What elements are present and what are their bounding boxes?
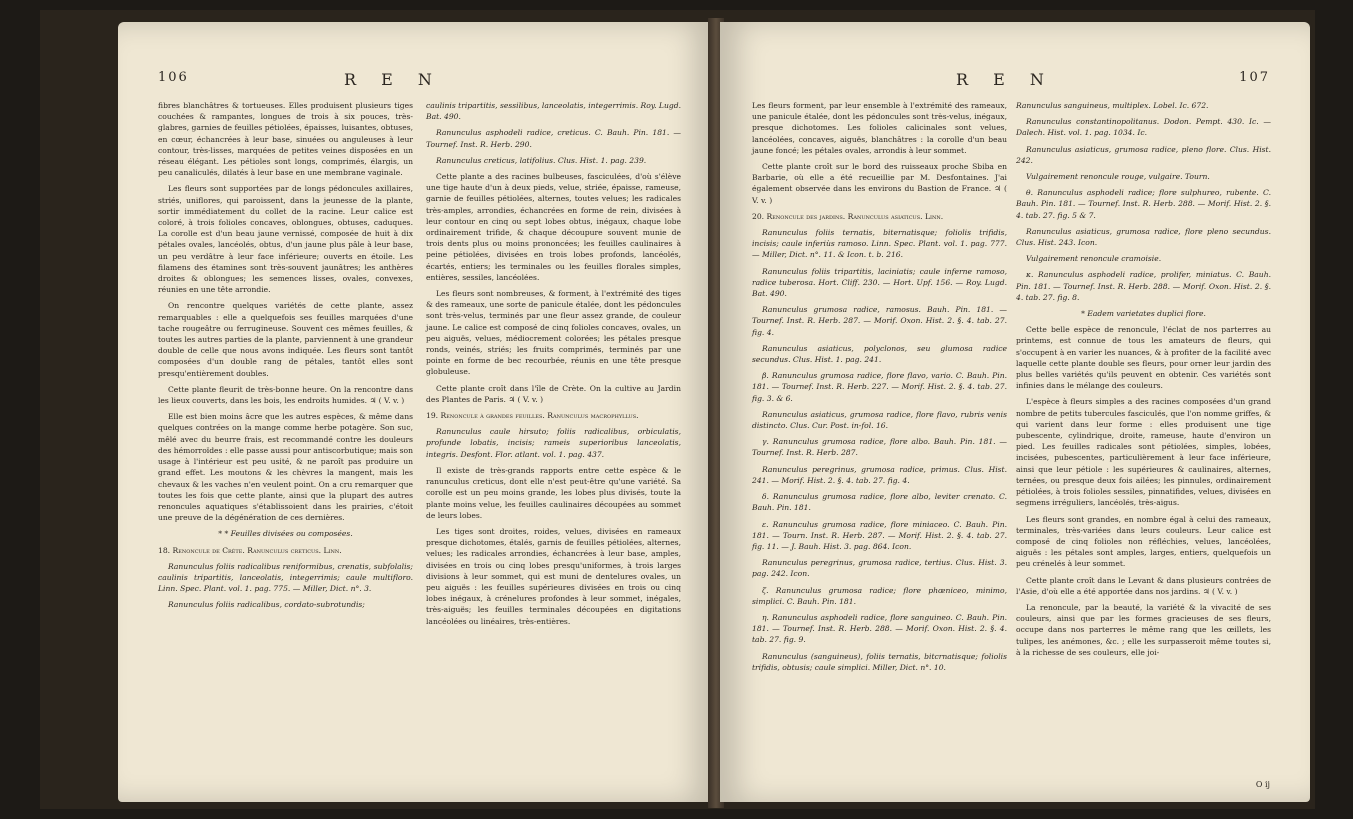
paragraph: On rencontre quelques variétés de cette plante, assez remarquables : elle a quelquefois ses feuilles marquées d'une tache rougeâtre ou ferrugineuse. Souvent ces mêmes feuilles, & toutes les autres parties de la plante, parviennent à une grandeur double de celle que nous avons indiquée. Les fleurs sont tantôt composées d'un double rang de pétales, tantôt elles sont presqu'entièrement doubles. (158, 301, 413, 378)
paragraph: Il existe de très-grands rapports entre cette espèce & le ranunculus creticus, dont elle n'est peut-être qu'une variété. Sa corolle est un peu moins grande, les lobes plus divisés, toute la plante moins velue, les feuilles caulinaires découpées au sommet de leurs lobes. (426, 465, 681, 520)
paragraph: L'espèce à fleurs simples a des racines composées d'un grand nombre de petits tubercules fasciculés, que l'on nomme griffes, & qui varient dans leur forme : elles produisent une tige pubescente, cylindrique, droite, rameuse, haute d'environ un pied. Les feuilles radicales sont pétiolées, simples, lobées, incisées, pubescentes, particulièrement à leur face inférieure, ainsi que leur pétiole : les supérieures & caulinaires, alternes, ternées, ou presque deux fois ailées; les pinnules, ordinairement pétiolées, à trois folioles sessiles, pinnatifides, velues, divisées en segmens irréguliers, lancéolés, très-aigus. (1016, 397, 1271, 508)
citation: Ranunculus foliis radicalibus reniformibus, crenatis, subfolalis; caulinis tripartitis, lanceolatis, integerrimis; caule multifloro. Linn. Spec. Plant. vol. 1. pag. 775. — Miller, Dict. n°. 3. (158, 561, 413, 594)
section-heading: * Eadem varietates duplici flore. (1081, 309, 1206, 319)
left-column-2 (426, 100, 681, 632)
left-header (118, 70, 713, 94)
right-header (720, 70, 1310, 94)
paragraph: Les fleurs forment, par leur ensemble à l'extrémité des rameaux, une panicule étalée, dont les pédoncules sont très-velus, inégaux, presque dichotomes. Les folioles calicinales sont velues, lancéolées, concaves, aiguës, blanchâtres : la corolle d'un beau jaune foncé; les pétales ovales, arrondis à leur sommet. (752, 101, 1007, 155)
citation: Ranunculus (sanguineus), foliis ternatis, bitcrnatisque; foliolis trifidis, obtusis; caule simplici. Miller, Dict. n°. 10. (752, 651, 1007, 672)
section-heading: * * Feuilles divisées ou composées. (218, 529, 353, 539)
paragraph: Cette plante croît sur le bord des ruisseaux proche Sbiba en Barbarie, où elle a été recueillie par M. Desfontaines. J'ai également observée dans les environs du Bastion de France. ♃ ( V. v. ) (752, 162, 1007, 205)
citation: Ranunculus asiaticus, polyclonos, seu glumosa radice secundus. Clus. Hist. 1. pag. 241. (752, 343, 1007, 365)
citation: Ranunculus foliis tripartitis, laciniatis; caule inferne ramoso, radice tuberosa. Hort. Cliff. 230. — Hort. Upf. 156. — Roy. Lugd. Bat. 490. (752, 266, 1007, 299)
paragraph: fibres blanchâtres & tortueuses. Elles produisent plusieurs tiges couchées & rampantes, longues de trois à six pouces, très-glabres, garnies de feuilles pétiolées, épaisses, luisantes, obtuses, en cœur, échancrées à leur base, sinuées ou anguleuses à leur contour, très-lisses, marquées de petites veines disposées en un réseau élégant. Les pétioles sont longs, comprimés, élargis, un peu canaliculés, dilatés à leur base en une membrane vaginale. (158, 101, 414, 178)
paragraph: Cette plante croît dans l'île de Crète. On la cultive au Jardin des Plantes de Paris. ♃ ( V. v. ) (426, 383, 681, 404)
citation: Ranunculus sanguineus, multiplex. Lobel. Ic. 672. (1016, 101, 1209, 110)
left-running-title: R E N (344, 70, 442, 89)
right-page (720, 22, 1310, 802)
citation: γ. Ranunculus grumosa radice, flore albo. Bauh. Pin. 181. — Tournef. Inst. R. Herb. 287. (752, 437, 1007, 458)
citation: Ranunculus asiaticus, grumosa radice, flore pleno secundus. Clus. Hist. 243. Icon. (1016, 226, 1271, 248)
right-column-1 (752, 100, 1007, 678)
vernacular-name: Vulgairement renoncule cramoisie. (1026, 254, 1162, 264)
citation: β. Ranunculus grumosa radice, flore flavo, vario. C. Bauh. Pin. 181. — Tournef. Inst. R. Herb. 227. — Morif. Hist. 2. §. 4. tab. 27. fig. 3. & 6. (752, 371, 1007, 403)
paragraph: Les tiges sont droites, roides, velues, divisées en rameaux presque dichotomes, étalés, garnis de feuilles pétiolées, alternes, velues; les radicales arrondies, échancrées à leur base, amples, divisées en trois ou cinq lobes presqu'uniformes, à trois larges divisions à leur sommet, qui est muni de dentelures ovales, un peu aiguës : les feuilles supérieures divisées en trois ou cinq lobes inégaux, à crénelures profondes à leur sommet, inégales, très-aiguës; les feuilles terminales découpées en digitations lancéolées ou linéaires, très-entières. (426, 526, 681, 626)
citation: θ. Ranunculus asphodeli radice; flore sulphureo, rubente. C. Bauh. Pin. 181. — Tournef. Inst. R. Herb. 288. — Morif. Hist. 2. §. 4. tab. 27. fig. 5 & 7. (1016, 188, 1271, 220)
paragraph: Les fleurs sont supportées par de longs pédoncules axillaires, striés, uniflores, qui paroissent, dans la jeunesse de la plante, sortir immédiatement du collet de la racine. Leur calice est coloré, à trois folioles concaves, oblongues, obtuses, caduques. La corolle est d'un beau jaune vernissé, composée de huit à dix pétales ovales, lancéolés, obtus, d'un jaune plus pâle à leur base, un peu verdâtre à leur face inférieure; ouverts en étoile. Les filamens des étamines sont très-souvent jaunâtres; les anthères droites & oblongues; les semences lisses, ovales, convexes, réunies en une tête arrondie. (158, 184, 413, 295)
paragraph: Cette belle espèce de renoncule, l'éclat de nos parterres au printems, est connue de tous les amateurs de fleurs, qui s'occupent à en varier les nuances, & à profiter de la facilité avec laquelle cette plante double ses fleurs, pour orner leur jardin des plus belles variétés qu'ils peuvent en obtenir. Ces variétés sont infinies dans le mélange des couleurs. (1016, 325, 1271, 391)
book-spread (40, 10, 1315, 809)
species-heading: 20. Renoncule des jardins. Ranunculus asiaticus. Linn. (752, 211, 944, 221)
citation: Ranunculus constantinopolitanus. Dodon. Pempt. 430. Ic. — Dalech. Hist. vol. 1. pag. 1034. Ic. (1016, 117, 1271, 138)
citation: ε. Ranunculus grumosa radice, flore miniaceo. C. Bauh. Pin. 181. — Tourn. Inst. R. Herb. 287. — Morif. Hist. 2. §. 4. tab. 27. fig. 11. — J. Bauh. Hist. 3. pag. 864. Icon. (752, 519, 1007, 551)
left-page (118, 22, 713, 802)
vernacular-name: Vulgairement renoncule rouge, vulgaire. Tourn. (1026, 172, 1210, 182)
left-page-number: 106 (158, 70, 189, 85)
citation: caulinis tripartitis, sessilibus, lanceolatis, integerrimis. Roy. Lugd. Bat. 490. (426, 101, 681, 122)
paragraph: Cette plante a des racines bulbeuses, fasciculées, d'où s'élève une tige haute d'un à deux pieds, velue, striée, épaisse, rameuse, garnie de feuilles pétiolées, alternes, toutes velues; les radicales très-amples, arrondies, échancrées en forme de rein, divisées à leur contour en cinq ou sept lobes obtus, inégaux, chaque lobe ordinairement trifide, & chaque découpure souvent munie de trois dents plus ou moins prononcées; les feuilles caulinaires à peine pétiolées, divisées en trois lobes profonds, lancéolés, écartés, entiers; les terminales ou les feuilles florales simples, entières, sessiles, lancéolées. (426, 172, 681, 282)
citation: Ranunculus asphodeli radice, creticus. C. Bauh. Pin. 181. — Tournef. Inst. R. Herb. 290. (426, 128, 681, 149)
citation: Ranunculus asiaticus, grumosa radice, flore flavo, rubris venis distincto. Clus. Cur. Post. in-fol. 16. (752, 409, 1007, 431)
paragraph: Les fleurs sont grandes, en nombre égal à celui des rameaux, terminales, très-variées dans leurs couleurs. Leur calice est composé de cinq folioles non réfléchies, velues, lancéolées, aiguës : les pétales sont amples, larges, entiers, quelquefois un peu crénelés à leur sommet. (1016, 514, 1271, 569)
catchword: O ij (1255, 780, 1270, 789)
right-page-number: 107 (1239, 70, 1270, 85)
paragraph: Cette plante croît dans le Levant & dans plusieurs contrées de l'Asie, d'où elle a été apportée dans nos jardins. ♃ ( V. v. ) (1016, 575, 1271, 596)
citation: κ. Ranunculus asphodeli radice, prolifer, miniatus. C. Bauh. Pin. 181. — Tournef. Inst. R. Herb. 288. — Morif. Oxon. Hist. 2. §. 4. tab. 27. fig. 8. (1016, 270, 1271, 302)
citation: η. Ranunculus asphodeli radice, flore sanguineo. C. Bauh. Pin. 181. — Tournef. Inst. R. Herb. 288. — Morif. Oxon. Hist. 2. §. 4. tab. 27. fig. 9. (752, 612, 1007, 645)
citation: Ranunculus caule hirsuto; foliis radicalibus, orbiculatis, profunde lobatis, incisis; rameis superioribus lanceolatis, integris. Desfont. Flor. atlant. vol. 1. pag. 437. (426, 427, 681, 459)
right-column-2 (1016, 100, 1271, 663)
citation: Ranunculus creticus, latifolius. Clus. Hist. 1. pag. 239. (436, 155, 647, 165)
paragraph: Cette plante fleurit de très-bonne heure. On la rencontre dans les lieux couverts, dans les bois, les endroits humides. ♃ ( V. v. ) (158, 384, 413, 406)
citation: Ranunculus asiaticus, grumosa radice, pleno flore. Clus. Hist. 242. (1016, 144, 1271, 165)
left-column-1 (158, 100, 413, 616)
citation: Ranunculus peregrinus, grumosa radice, primus. Clus. Hist. 241. — Morif. Hist. 2. §. 4. tab. 27. fig. 4. (752, 464, 1007, 485)
citation: Ranunculus foliis radicalibus, cordato-subrotundis; (168, 600, 365, 610)
citation: Ranunculus foliis ternatis, biternatisque; foliolis trifidis, incisis; caule inferiùs ramoso. Linn. Spec. Plant. vol. 1. pag. 777. — Miller, Dict. n°. 11. & Icon. t. b. 216. (752, 228, 1007, 260)
citation: δ. Ranunculus grumosa radice, flore albo, leviter crenato. C. Bauh. Pin. 181. (752, 492, 1007, 513)
citation: Ranunculus grumosa radice, ramosus. Bauh. Pin. 181. — Tournef. Inst. R. Herb. 287. — Morif. Oxon. Hist. 2. §. 4. tab. 27. fig. 4. (752, 305, 1007, 337)
citation: Ranunculus peregrinus, grumosa radice, tertius. Clus. Hist. 3. pag. 242. Icon. (752, 558, 1007, 579)
paragraph: Les fleurs sont nombreuses, & forment, à l'extrémité des tiges & des rameaux, une sorte de panicule étalée, dont les pédoncules sont très-velus, terminés par une fleur assez grande, de couleur jaune. Le calice est composé de cinq folioles concaves, ovales, un peu aiguës, velues, médiocrement colorées; les pétales presque ronds, veinés, striés; les fruits comprimés, terminés par une pointe en forme de bec recourbée, réunis en une tête presque globuleuse. (426, 289, 681, 377)
species-heading: 19. Renoncule à grandes feuilles. Ranunculus macrophyllus. (426, 411, 639, 421)
paragraph: Elle est bien moins âcre que les autres espèces, & même dans quelques contrées on la mange comme herbe potagère. Son suc, mêlé avec du beurre frais, est recommandé contre les douleurs des hémorroïdes : elle passe aussi pour antiscorbutique; mais son usage à l'intérieur est peu usité, & ne paroît pas produire un grand effet. Les moutons & les chèvres la mangent, mais les chevaux & les vaches n'en veulent point. On a cru remarquer que toutes les fois que cette plante, ainsi que la plupart des autres renoncules aquatiques s'établissoient dans les prairies, c'étoit une preuve de la dégénération de ces dernières. (158, 412, 413, 523)
species-heading: 18. Renoncule de Crète. Ranunculus creticus. Linn. (158, 545, 342, 555)
citation: ζ. Ranunculus grumosa radice; flore phœniceo, minimo, simplici. C. Bauh. Pin. 181. (752, 585, 1007, 606)
paragraph: La renoncule, par la beauté, la variété & la vivacité de ses couleurs, ainsi que par les formes gracieuses de ses fleurs, occupe dans nos parterres le même rang que les œillets, les tulipes, les anémones, &c. ; elle les surpasseroit même toutes si, à la richesse de ses couleurs, elle joi- (1016, 602, 1271, 657)
right-running-title: R E N (956, 70, 1054, 89)
